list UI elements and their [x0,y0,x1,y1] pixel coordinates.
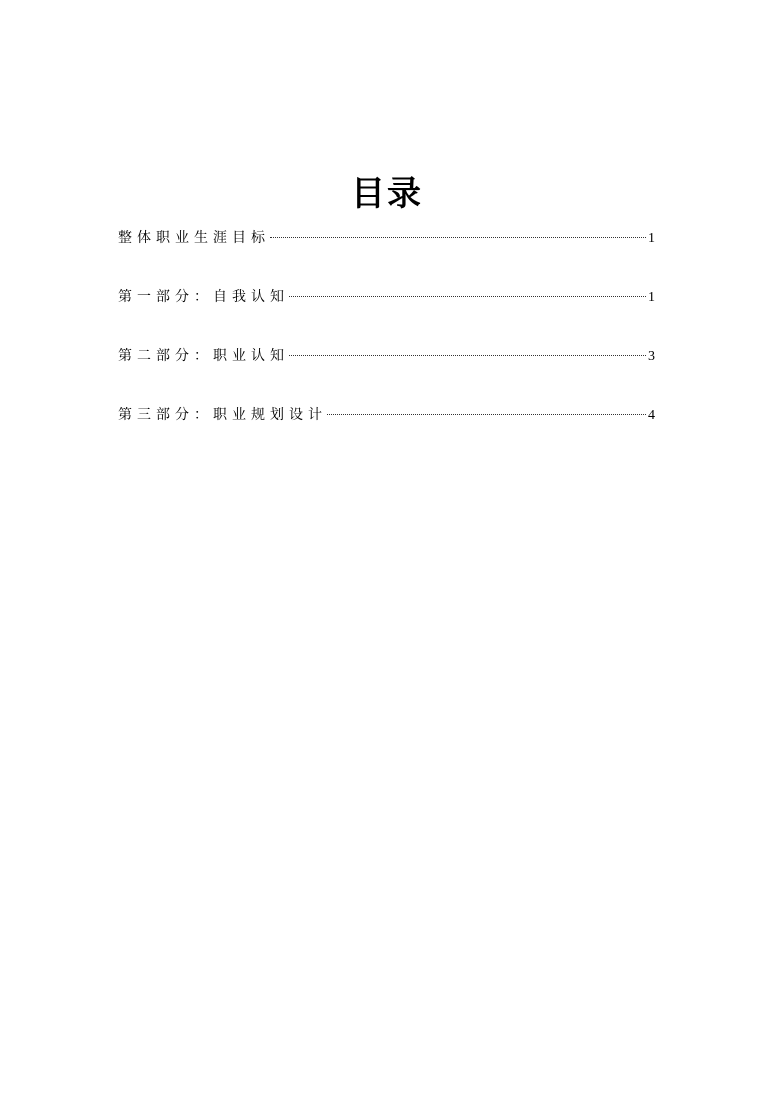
toc-page-number: 3 [648,349,655,364]
toc-dot-leader [270,237,646,238]
toc-entry[interactable] [118,345,655,367]
toc-page-number: 1 [648,231,655,246]
toc-page-number: 4 [648,408,655,423]
toc-entry[interactable] [118,286,655,308]
toc-list [118,227,655,463]
toc-entry-text: 第二部分：职业认知 [118,348,289,364]
toc-dot-leader [289,355,646,356]
toc-entry[interactable] [118,404,655,426]
toc-entry[interactable] [118,227,655,249]
toc-dot-leader [289,296,646,297]
toc-dot-leader [327,414,646,415]
toc-entry-text: 整体职业生涯目标 [118,230,270,246]
toc-title: 目录 [351,174,423,214]
toc-page-number: 1 [648,290,655,305]
toc-entry-text: 第一部分：自我认知 [118,289,289,305]
toc-entry-text: 第三部分：职业规划设计 [118,407,327,423]
